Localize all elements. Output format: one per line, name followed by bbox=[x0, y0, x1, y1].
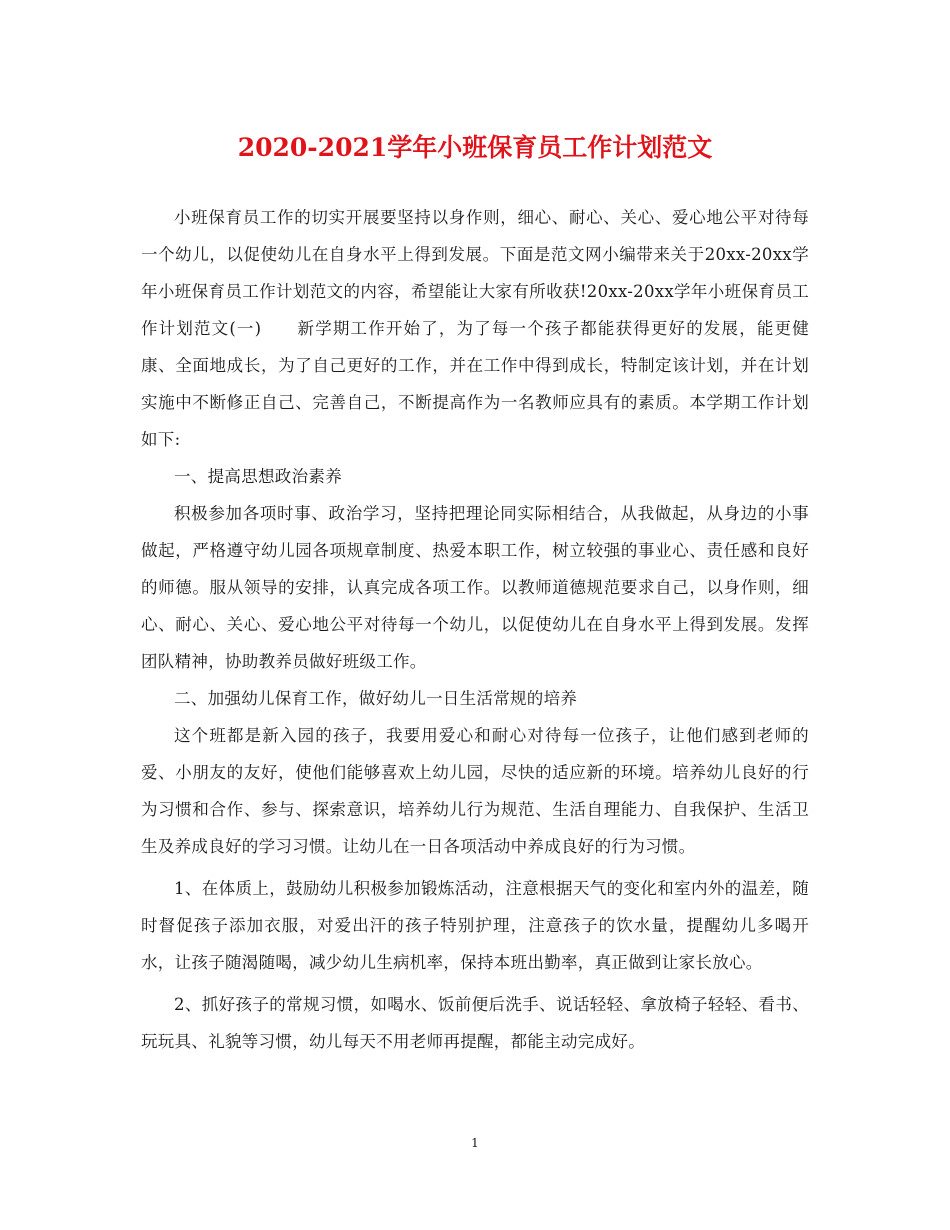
paragraph-intro: 小班保育员工作的切实开展要坚持以身作则，细心、耐心、关心、爱心地公平对待每一个幼儿，以促使幼儿在自身水平上得到发展。下面是范文网小编带来关于20xx-20xx学年小班保育员工作计划范文的内容，希望能让大家有所收获!20xx-20xx学年小班保育员工作计划范文(一) 新学期工作开始了，为了每一个孩子都能获得更好的发展，能更健康、全面地成长，为了自己更好的工作，并在工作中得到成长，特制定该计划，并在计划实施中不断修正自己、完善自己，不断提高作为一名教师应具有的素质。本学期工作计划如下: bbox=[141, 208, 809, 449]
page-number: 1 bbox=[471, 1136, 479, 1150]
paragraph-item-1: 1、在体质上，鼓励幼儿积极参加锻炼活动，注意根据天气的变化和室内外的温差，随时督促孩子添加衣服，对爱出汗的孩子特别护理，注意孩子的饮水量，提醒幼儿多喝开水，让孩子随渴随喝，减少幼儿生病机率，保持本班出勤率，真正做到让家长放心。 bbox=[141, 879, 809, 972]
paragraph-section-2: 这个班都是新入园的孩子，我要用爱心和耐心对待每一位孩子，让他们感到老师的爱、小朋友的友好，使他们能够喜欢上幼儿园，尽快的适应新的环境。培养幼儿良好的行为习惯和合作、参与、探索意识，培养幼儿行为规范、生活自理能力、自我保护、生活卫生及养成良好的学习习惯。让幼儿在一日各项活动中养成良好的行为习惯。 bbox=[141, 726, 809, 856]
section-heading-2: 二、加强幼儿保育工作，做好幼儿一日生活常规的培养 bbox=[174, 689, 578, 708]
paragraph-section-1: 积极参加各项时事、政治学习，坚持把理论同实际相结合，从我做起，从身边的小事做起，严格遵守幼儿园各项规章制度、热爱本职工作，树立较强的事业心、责任感和良好的师德。服从领导的安排，认真完成各项工作。以教师道德规范要求自己，以身作则，细心、耐心、关心、爱心地公平对待每一个幼儿，以促使幼儿在自身水平上得到发展。发挥团队精神，协助教养员做好班级工作。 bbox=[141, 504, 809, 671]
paragraph-item-2: 2、抓好孩子的常规习惯，如喝水、饭前便后洗手、说话轻轻、拿放椅子轻轻、看书、玩玩具、礼貌等习惯，幼儿每天不用老师再提醒，都能主动完成好。 bbox=[141, 995, 809, 1051]
section-heading-1: 一、提高思想政治素养 bbox=[174, 467, 342, 486]
document-body bbox=[141, 199, 809, 1060]
document-title: 2020-2021学年小班保育员工作计划范文 bbox=[237, 133, 713, 162]
